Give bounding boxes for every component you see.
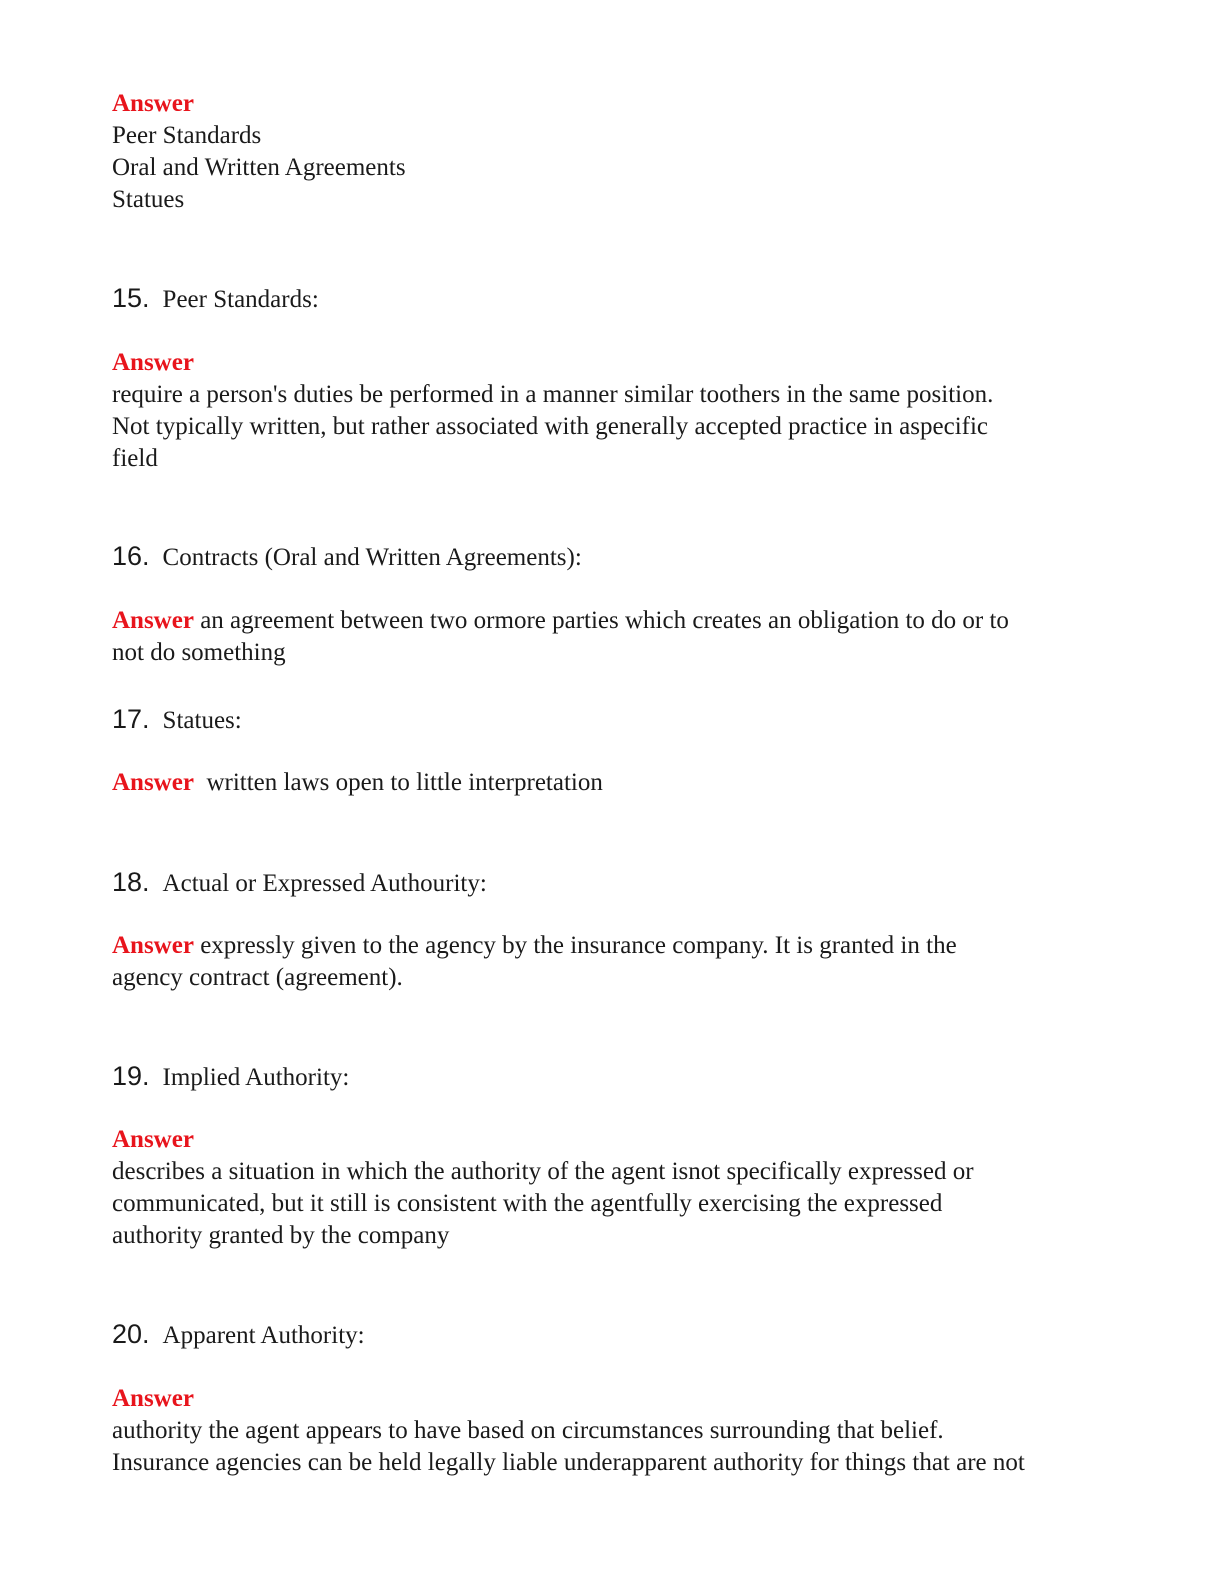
question-number: 19. bbox=[112, 1061, 150, 1091]
intro-line: Peer Standards bbox=[112, 122, 262, 149]
question-19 bbox=[112, 1060, 1122, 1094]
question-number: 20. bbox=[112, 1319, 150, 1349]
answer-line: describes a situation in which the authority of the agent isnot specifically expressed or bbox=[112, 1158, 974, 1185]
intro-line: Oral and Written Agreements bbox=[112, 154, 406, 181]
answer-line: field bbox=[112, 445, 158, 472]
question-17 bbox=[112, 703, 1122, 737]
answer-line: not do something bbox=[112, 639, 286, 666]
answer-18 bbox=[112, 930, 1122, 994]
question-title: Peer Standards: bbox=[162, 286, 319, 313]
intro-line: Statues bbox=[112, 186, 185, 213]
question-18 bbox=[112, 866, 1122, 900]
answer-16 bbox=[112, 605, 1122, 669]
answer-line: agency contract (agreement). bbox=[112, 964, 403, 991]
question-16 bbox=[112, 540, 1122, 574]
answer-line: Not typically written, but rather associated with generally accepted practice in aspecific bbox=[112, 413, 989, 440]
answer-text: written laws open to little interpretation bbox=[200, 769, 603, 796]
answer-label: Answer bbox=[112, 769, 194, 796]
question-title: Implied Authority: bbox=[162, 1064, 350, 1091]
answer-label: Answer bbox=[112, 932, 194, 959]
answer-17 bbox=[112, 767, 1122, 799]
question-title: Apparent Authority: bbox=[162, 1322, 365, 1349]
answer-label: Answer bbox=[112, 90, 194, 117]
question-15 bbox=[112, 282, 1122, 316]
question-number: 15. bbox=[112, 283, 150, 313]
answer-19 bbox=[112, 1124, 1122, 1252]
answer-label: Answer bbox=[112, 607, 194, 634]
answer-line: authority granted by the company bbox=[112, 1222, 450, 1249]
answer-line: authority the agent appears to have based on circumstances surrounding that belief. bbox=[112, 1417, 944, 1444]
answer-20 bbox=[112, 1383, 1122, 1479]
question-title: Statues: bbox=[162, 707, 242, 734]
question-title: Actual or Expressed Authourity: bbox=[162, 870, 487, 897]
answer-15 bbox=[112, 347, 1122, 475]
answer-label: Answer bbox=[112, 349, 194, 376]
answer-label: Answer bbox=[112, 1385, 194, 1412]
answer-line: require a person's duties be performed in a manner similar toothers in the same position. bbox=[112, 381, 994, 408]
question-number: 16. bbox=[112, 541, 150, 571]
intro-answer-block bbox=[112, 88, 1122, 216]
answer-text: expressly given to the agency by the insurance company. It is granted in the bbox=[200, 932, 957, 959]
answer-line: Insurance agencies can be held legally liable underapparent authority for things that are not bbox=[112, 1449, 1025, 1476]
question-20 bbox=[112, 1318, 1122, 1352]
question-number: 18. bbox=[112, 867, 150, 897]
document-page bbox=[112, 0, 1122, 1584]
question-number: 17. bbox=[112, 704, 150, 734]
answer-text: an agreement between two ormore parties which creates an obligation to do or to bbox=[200, 607, 1009, 634]
answer-line: communicated, but it still is consistent with the agentfully exercising the expressed bbox=[112, 1190, 943, 1217]
answer-label: Answer bbox=[112, 1126, 194, 1153]
question-title: Contracts (Oral and Written Agreements): bbox=[162, 544, 582, 571]
